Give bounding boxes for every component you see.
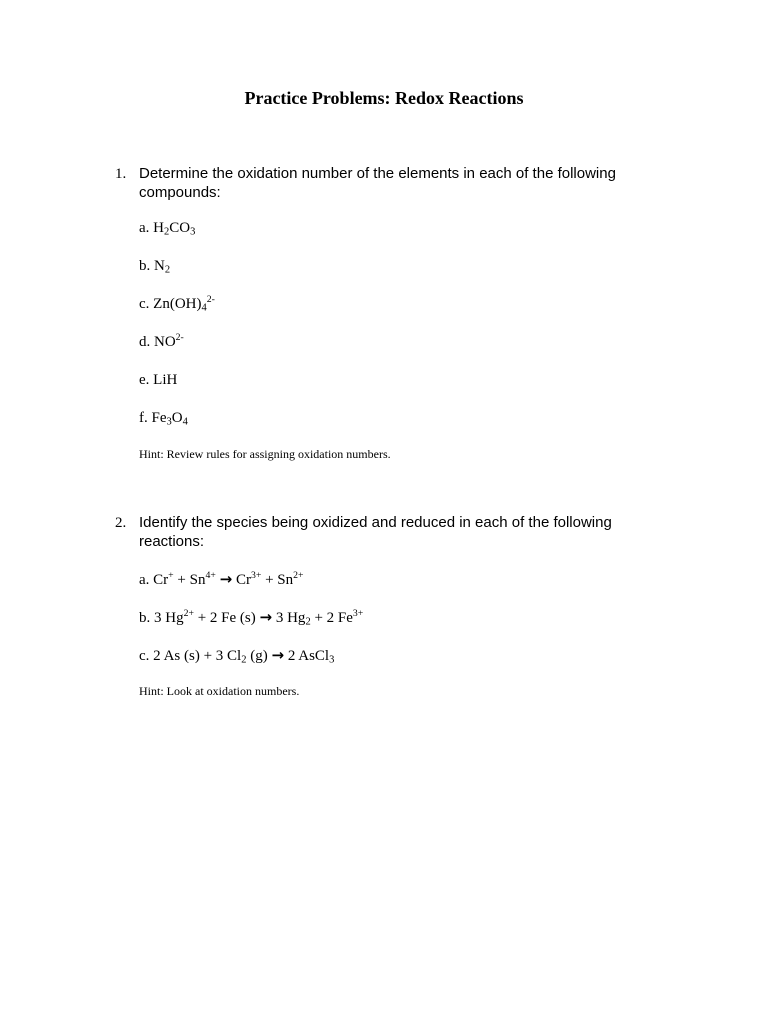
- item-label: e.: [139, 372, 154, 388]
- formula-text: H: [153, 220, 165, 236]
- q1-item-c: [139, 296, 215, 313]
- formula-text: Cr: [153, 572, 169, 588]
- q2-item-c: [139, 646, 334, 665]
- superscript: 2-: [206, 294, 215, 306]
- superscript: 4+: [205, 570, 216, 582]
- subscript: 2: [241, 654, 247, 666]
- q2-item-a: [139, 570, 304, 589]
- subscript: 3: [166, 416, 172, 428]
- formula-text: Fe: [151, 410, 167, 426]
- formula-text: (g): [246, 648, 272, 664]
- item-label: b.: [139, 258, 154, 274]
- formula-text: + Sn: [261, 572, 294, 588]
- q1-hint: Hint: Review rules for assigning oxidation numbers.: [139, 447, 391, 461]
- q1-item-f: [139, 410, 188, 427]
- q2-hint: Hint: Look at oxidation numbers.: [139, 684, 300, 698]
- formula-text: + 2 Fe (s): [193, 610, 260, 626]
- superscript: 2+: [293, 570, 304, 582]
- question-1-text: Determine the oxidation number of the elements in each of the following compounds:: [139, 165, 616, 201]
- page-title: Practice Problems: Redox Reactions: [244, 88, 524, 108]
- subscript: 4: [201, 302, 207, 314]
- formula-text: 3 Hg: [154, 610, 184, 626]
- reaction-arrow-icon: →: [259, 608, 273, 626]
- formula-text: NO: [154, 334, 176, 350]
- formula-text: 2 As (s) + 3 Cl: [153, 648, 242, 664]
- question-2-number: 2.: [115, 515, 127, 531]
- q2-item-b: [139, 608, 363, 627]
- subscript: 2: [164, 264, 171, 276]
- formula-text: + Sn: [173, 572, 206, 588]
- q1-item-a: [139, 220, 195, 237]
- subscript: 3: [329, 654, 335, 666]
- superscript: 2+: [183, 608, 194, 620]
- q1-item-e: [139, 372, 177, 389]
- formula-text: CO: [169, 220, 191, 236]
- formula-text: 2 AsCl: [284, 648, 330, 664]
- subscript: 2: [305, 616, 311, 628]
- subscript: 3: [190, 226, 196, 238]
- subscript: 4: [182, 416, 188, 428]
- q1-item-b: [139, 258, 170, 275]
- subscript: 2: [164, 226, 170, 238]
- formula-text: 3 Hg: [272, 610, 306, 626]
- question-2-text: Identify the species being oxidized and reduced in each of the following reactions:: [139, 514, 612, 550]
- item-label: c.: [139, 296, 154, 312]
- superscript: 3+: [250, 570, 262, 582]
- superscript: 3+: [352, 608, 364, 620]
- item-label: a.: [139, 220, 154, 236]
- formula-text: N: [154, 258, 165, 274]
- superscript: 2-: [175, 332, 184, 344]
- question-1-number: 1.: [115, 166, 127, 182]
- item-label: f.: [139, 410, 152, 426]
- formula-text: + 2 Fe: [310, 610, 353, 626]
- formula-text: Zn(OH): [153, 296, 202, 312]
- q1-item-d: [139, 334, 184, 351]
- formula-text: LiH: [153, 372, 178, 388]
- item-label: b.: [139, 610, 154, 626]
- reaction-arrow-icon: →: [219, 570, 233, 588]
- item-label: d.: [139, 334, 154, 350]
- reaction-arrow-icon: →: [271, 646, 285, 664]
- item-label: a.: [139, 572, 154, 588]
- item-label: c.: [139, 648, 154, 664]
- formula-text: O: [171, 410, 183, 426]
- superscript: +: [168, 570, 174, 582]
- formula-text: Cr: [232, 572, 251, 588]
